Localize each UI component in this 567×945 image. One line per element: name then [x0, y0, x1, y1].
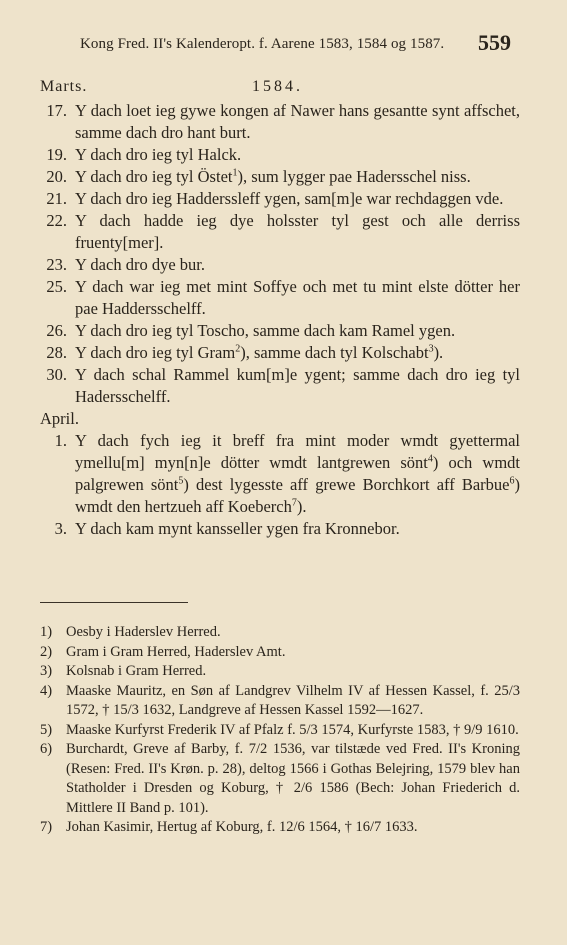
entry-text-part: , samme dach tyl Kolschabt: [245, 343, 429, 362]
footnote-mark: 6): [40, 741, 53, 757]
footnote: [40, 662, 520, 682]
entry-day: 20.: [46, 167, 67, 186]
footnote-divider: [40, 602, 188, 603]
entry-day: 30.: [46, 365, 67, 384]
month-label: Marts.: [40, 78, 88, 95]
entry-text: Y dach fych ieg it breff fra mint moder wmdt gyettermal ymellu[m] myn[n]e dötter wmdt lantgrewen sönt$^4$) och wmdt palgrewen sönt$^5$) dest lygesste aff grewe Borchkort aff Barbue$^6$) wmdt den hertzueh aff Koeberch$^7$).: [75, 431, 520, 516]
entry-text-part: ).: [433, 343, 444, 362]
entry-text-part: Y dach dro ieg tyl Östet: [75, 167, 233, 186]
footnote-ref: 4: [427, 453, 433, 465]
entry-day: 1.: [54, 431, 67, 450]
footnote-ref: 1: [232, 167, 238, 179]
footnote-text: Gram i Gram Herred, Haderslev Amt.: [66, 643, 286, 660]
footnote: [40, 643, 520, 663]
footnote-mark: 2): [40, 643, 53, 660]
year-label: 1584.: [252, 78, 303, 95]
entry-text: Y dach loet ieg gywe kongen af Nawer hans gesantte synt affschet, samme dach dro hant burt.: [75, 101, 520, 142]
entry-day: 17.: [46, 101, 67, 120]
footnote-text: Johan Kasimir, Hertug af Koburg, f. 12/6 1564, † 16/7 1633.: [66, 819, 418, 835]
entry-day: 26.: [46, 321, 67, 340]
entry-text: Y dach dro ieg tyl Halck.: [75, 145, 242, 164]
footnote-mark: 3): [40, 663, 53, 679]
entry-text: Y dach dro ieg tyl Östet$^1$), sum lygger pae Hadersschel niss.: [75, 167, 471, 186]
entry-text: Y dach war ieg met mint Soffye och met tu mint elste dötter her pae Haddersschelff.: [75, 277, 520, 318]
page-number: 559: [478, 30, 511, 55]
calendar-entries: [40, 100, 520, 540]
footnote: [40, 740, 520, 818]
entry-text-part: och wmdt palgrewen sönt: [75, 453, 520, 494]
footnote-text: Burchardt, Greve af Barby, f. 7/2 1536, var tilstæde ved Fred. II's Kroning (Resen: Fred. II's Krøn. p. 28), deltog 1566 i Gothas Belejring, 1579 blev han Statholder i Dresden og Koburg, † 2/6 1586 (Bech: Johan Friederich d. Mittlere II Band p. 101).: [66, 741, 520, 816]
footnote-ref: 2: [235, 343, 241, 355]
footnote: [40, 682, 520, 721]
footnote: [40, 818, 520, 838]
footnote-text: Kolsnab i Gram Herred.: [66, 663, 207, 679]
running-header: Kong Fred. II's Kalenderopt. f. Aarene 1583, 1584 og 1587.: [80, 36, 445, 52]
entry-text-part: , sum lygger pae Hadersschel niss.: [242, 167, 471, 186]
footnote-ref: 6: [509, 475, 515, 487]
entry: [40, 364, 520, 408]
entry-day: 21.: [46, 189, 67, 208]
entry-text-part: Y dach fych ieg it breff fra mint moder wmdt gyettermal ymellu[m] myn[n]e dötter wmdt lantgrewen sönt: [75, 431, 520, 472]
entry: [40, 210, 520, 254]
entry: [40, 188, 520, 210]
footnote-mark: 1): [40, 624, 53, 640]
footnote-ref: 7: [291, 497, 297, 509]
footnote-mark: 7): [40, 819, 53, 835]
footnote-text: Oesby i Haderslev Herred.: [66, 624, 221, 640]
footnote-ref: 5: [178, 475, 184, 487]
entry-day: 3.: [54, 519, 67, 538]
entry: [40, 430, 520, 518]
entry: [40, 518, 520, 540]
entry: [40, 342, 520, 364]
entry-text: Y dach dro ieg tyl Gram$^2$), samme dach tyl Kolschabt$^3$).: [75, 343, 444, 362]
section-heading: [40, 78, 520, 96]
entry: [40, 320, 520, 342]
entry-text-part: dest lygesste aff grewe Borchkort aff Barbue: [188, 475, 510, 494]
entry-text-part: ).: [296, 497, 307, 516]
entry-day: 19.: [46, 145, 67, 164]
footnote-text: Maaske Mauritz, en Søn af Landgrev Vilhelm IV af Hessen Kassel, f. 25/3 1572, † 15/3 1632, Landgreve af Hessen Kassel 1592—1627.: [66, 682, 520, 718]
entry-day: 25.: [46, 277, 67, 296]
entry-text: Y dach schal Rammel kum[m]e ygent; samme dach dro ieg tyl Hadersschelff.: [75, 365, 520, 406]
entry-day: 22.: [46, 211, 67, 230]
month-heading-april: April.: [40, 409, 79, 428]
footnote-mark: 5): [40, 721, 53, 738]
entry-text: Y dach hadde ieg dye holsster tyl gest och alle derriss fruenty[mer].: [75, 211, 520, 252]
footnotes: [40, 623, 520, 838]
footnote-ref: 3: [428, 343, 434, 355]
entry-text-part: Y dach dro ieg tyl Gram: [75, 343, 236, 362]
footnote: [40, 623, 520, 643]
entry-text: Y dach dro ieg tyl Toscho, samme dach kam Ramel ygen.: [75, 321, 456, 340]
footnote-text: Maaske Kurfyrst Frederik IV af Pfalz f. 5/3 1574, Kurfyrste 1583, † 9/9 1610.: [66, 721, 519, 738]
entry: [40, 166, 520, 188]
entry-text: Y dach dro dye bur.: [75, 255, 205, 274]
entry-text: Y dach dro ieg Hadderssleff ygen, sam[m]e war rechdaggen vde.: [75, 189, 504, 208]
footnote-mark: 4): [40, 682, 53, 699]
entry-day: 28.: [46, 343, 67, 362]
footnote: [40, 721, 520, 741]
entry-text-part: wmdt den hertzueh aff Koeberch: [75, 497, 292, 516]
entry-day: 23.: [46, 255, 67, 274]
entry: [40, 276, 520, 320]
entry-text: Y dach kam mynt kansseller ygen fra Kronnebor.: [75, 519, 400, 538]
entry: [40, 144, 520, 166]
entry: [40, 100, 520, 144]
entry: [40, 254, 520, 276]
